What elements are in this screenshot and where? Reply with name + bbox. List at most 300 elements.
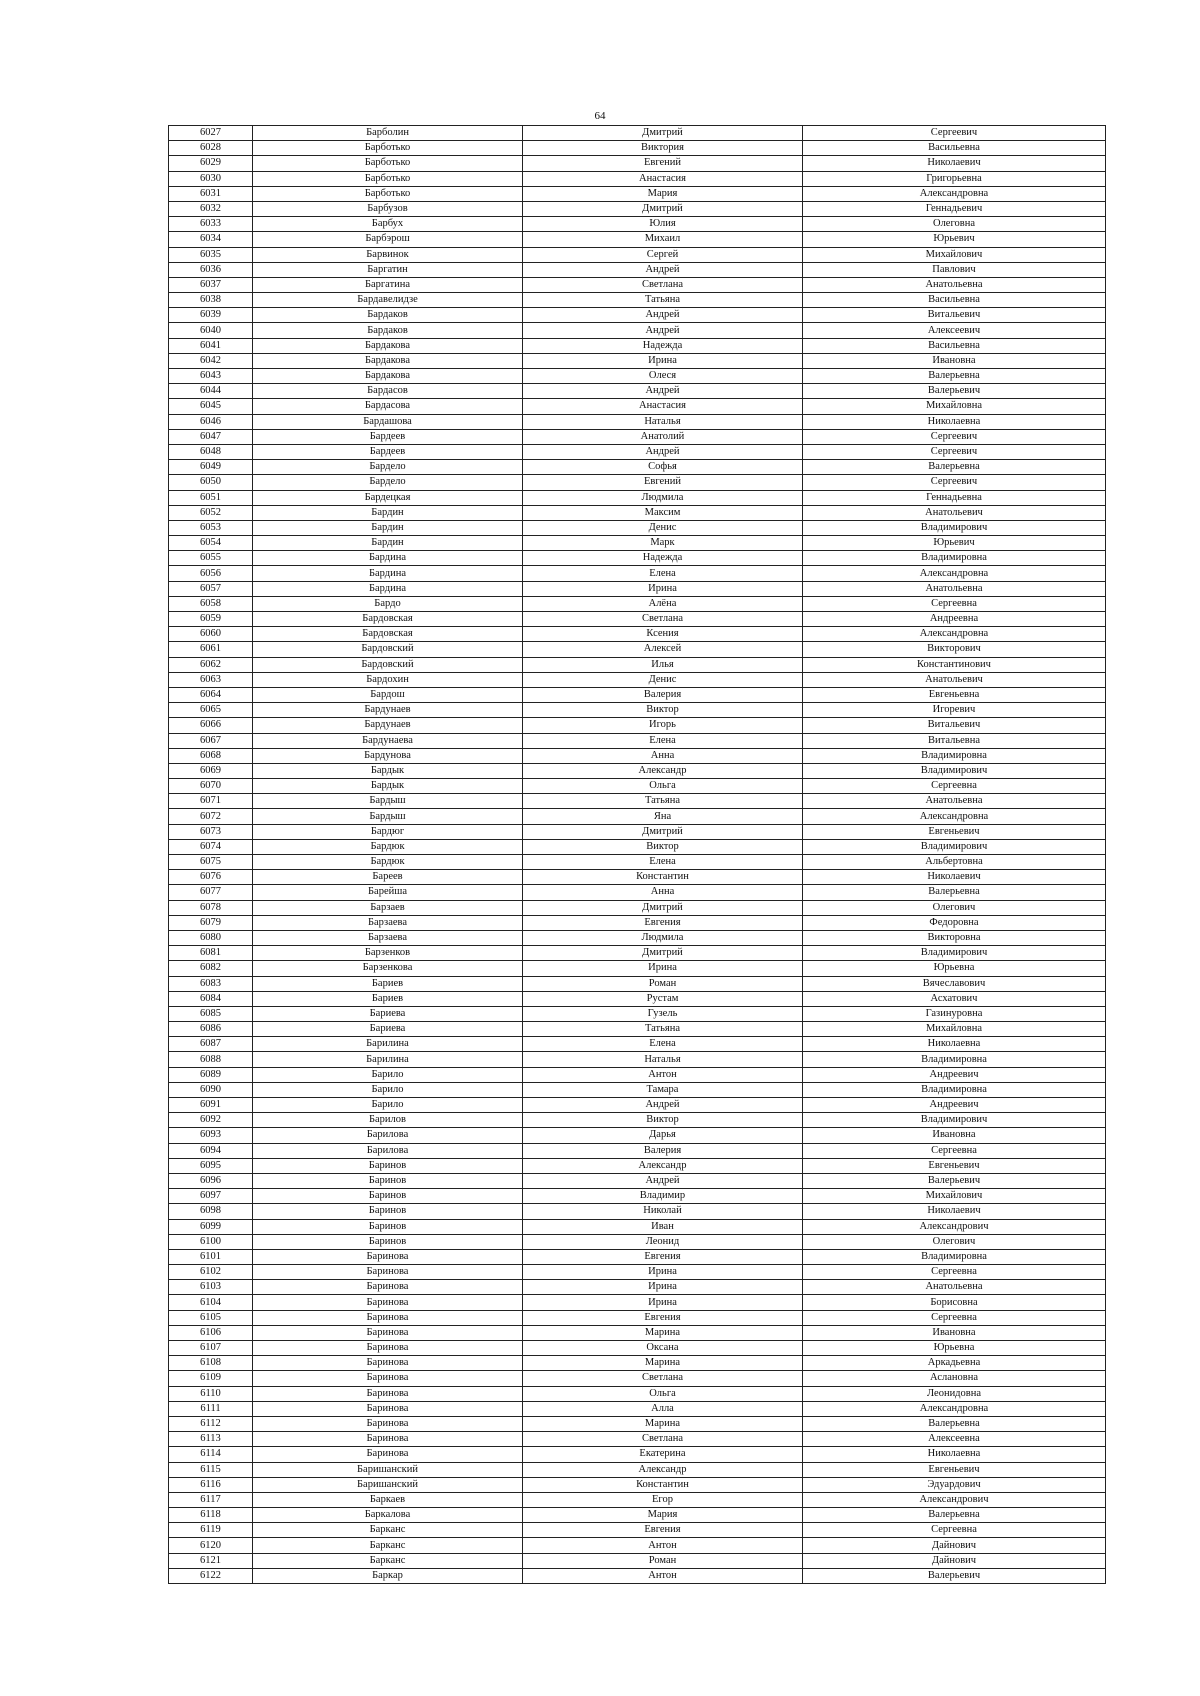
row-number-cell: 6076 <box>169 870 253 885</box>
row-number-cell: 6040 <box>169 323 253 338</box>
row-number-cell: 6066 <box>169 718 253 733</box>
patronymic-cell: Викторовна <box>803 930 1106 945</box>
row-number-cell: 6096 <box>169 1173 253 1188</box>
table-row <box>169 612 1106 627</box>
table-row <box>169 460 1106 475</box>
table-row <box>169 186 1106 201</box>
table-row <box>169 1173 1106 1188</box>
row-number-cell: 6049 <box>169 460 253 475</box>
table-row <box>169 1538 1106 1553</box>
table-row <box>169 763 1106 778</box>
first-name-cell: Надежда <box>523 551 803 566</box>
page-number: 64 <box>594 110 606 122</box>
first-name-cell: Валерия <box>523 687 803 702</box>
row-number-cell: 6045 <box>169 399 253 414</box>
row-number-cell: 6101 <box>169 1249 253 1264</box>
first-name-cell: Евгения <box>523 1523 803 1538</box>
table-row <box>169 1189 1106 1204</box>
row-number-cell: 6061 <box>169 642 253 657</box>
last-name-cell: Баришанский <box>253 1462 523 1477</box>
first-name-cell: Людмила <box>523 930 803 945</box>
last-name-cell: Баргатин <box>253 262 523 277</box>
table-row <box>169 1158 1106 1173</box>
first-name-cell: Ирина <box>523 581 803 596</box>
table-row <box>169 627 1106 642</box>
patronymic-cell: Дайнович <box>803 1553 1106 1568</box>
patronymic-cell: Валерьевна <box>803 369 1106 384</box>
last-name-cell: Баринова <box>253 1432 523 1447</box>
row-number-cell: 6109 <box>169 1371 253 1386</box>
first-name-cell: Ирина <box>523 1280 803 1295</box>
first-name-cell: Оксана <box>523 1341 803 1356</box>
patronymic-cell: Сергеевна <box>803 1310 1106 1325</box>
patronymic-cell: Аслановна <box>803 1371 1106 1386</box>
first-name-cell: Андрей <box>523 308 803 323</box>
last-name-cell: Баринова <box>253 1295 523 1310</box>
row-number-cell: 6041 <box>169 338 253 353</box>
last-name-cell: Баринова <box>253 1401 523 1416</box>
table-row <box>169 946 1106 961</box>
table-row <box>169 1492 1106 1507</box>
table-row <box>169 839 1106 854</box>
row-number-cell: 6097 <box>169 1189 253 1204</box>
row-number-cell: 6042 <box>169 353 253 368</box>
patronymic-cell: Юрьевич <box>803 232 1106 247</box>
patronymic-cell: Леонидовна <box>803 1386 1106 1401</box>
row-number-cell: 6084 <box>169 991 253 1006</box>
table-row <box>169 490 1106 505</box>
table-row <box>169 976 1106 991</box>
table-row <box>169 930 1106 945</box>
first-name-cell: Светлана <box>523 277 803 292</box>
row-number-cell: 6086 <box>169 1022 253 1037</box>
patronymic-cell: Альбертовна <box>803 855 1106 870</box>
last-name-cell: Баринова <box>253 1371 523 1386</box>
last-name-cell: Бардо <box>253 596 523 611</box>
last-name-cell: Барболин <box>253 126 523 141</box>
last-name-cell: Бардош <box>253 687 523 702</box>
row-number-cell: 6046 <box>169 414 253 429</box>
table-row <box>169 1477 1106 1492</box>
last-name-cell: Баринова <box>253 1310 523 1325</box>
table-row <box>169 657 1106 672</box>
table-row <box>169 1356 1106 1371</box>
patronymic-cell: Владимировна <box>803 551 1106 566</box>
last-name-cell: Бардюг <box>253 824 523 839</box>
table-row <box>169 232 1106 247</box>
last-name-cell: Баринов <box>253 1189 523 1204</box>
first-name-cell: Андрей <box>523 262 803 277</box>
patronymic-cell: Владимирович <box>803 1113 1106 1128</box>
row-number-cell: 6115 <box>169 1462 253 1477</box>
patronymic-cell: Владимировна <box>803 1082 1106 1097</box>
patronymic-cell: Ивановна <box>803 1128 1106 1143</box>
last-name-cell: Бардакова <box>253 353 523 368</box>
table-row <box>169 1371 1106 1386</box>
row-number-cell: 6118 <box>169 1508 253 1523</box>
table-row <box>169 1143 1106 1158</box>
patronymic-cell: Юрьевна <box>803 961 1106 976</box>
patronymic-cell: Александрович <box>803 1219 1106 1234</box>
row-number-cell: 6028 <box>169 141 253 156</box>
last-name-cell: Бардело <box>253 460 523 475</box>
last-name-cell: Барботько <box>253 171 523 186</box>
table-row <box>169 1265 1106 1280</box>
last-name-cell: Бардело <box>253 475 523 490</box>
patronymic-cell: Асхатович <box>803 991 1106 1006</box>
first-name-cell: Людмила <box>523 490 803 505</box>
last-name-cell: Бардык <box>253 779 523 794</box>
table-row <box>169 247 1106 262</box>
last-name-cell: Барилова <box>253 1143 523 1158</box>
first-name-cell: Константин <box>523 870 803 885</box>
first-name-cell: Светлана <box>523 1432 803 1447</box>
last-name-cell: Барзаева <box>253 930 523 945</box>
first-name-cell: Олеся <box>523 369 803 384</box>
table-row <box>169 642 1106 657</box>
first-name-cell: Татьяна <box>523 293 803 308</box>
table-row <box>169 1508 1106 1523</box>
row-number-cell: 6054 <box>169 536 253 551</box>
patronymic-cell: Ивановна <box>803 353 1106 368</box>
table-row <box>169 748 1106 763</box>
first-name-cell: Николай <box>523 1204 803 1219</box>
table-row <box>169 399 1106 414</box>
patronymic-cell: Анатольевна <box>803 581 1106 596</box>
last-name-cell: Баринова <box>253 1280 523 1295</box>
table-row <box>169 536 1106 551</box>
patronymic-cell: Владимирович <box>803 520 1106 535</box>
table-row <box>169 1052 1106 1067</box>
first-name-cell: Евгений <box>523 475 803 490</box>
first-name-cell: Татьяна <box>523 1022 803 1037</box>
row-number-cell: 6081 <box>169 946 253 961</box>
last-name-cell: Бардунова <box>253 748 523 763</box>
last-name-cell: Бариева <box>253 1022 523 1037</box>
row-number-cell: 6031 <box>169 186 253 201</box>
row-number-cell: 6070 <box>169 779 253 794</box>
first-name-cell: Иван <box>523 1219 803 1234</box>
last-name-cell: Бардина <box>253 581 523 596</box>
patronymic-cell: Михайловна <box>803 1022 1106 1037</box>
first-name-cell: Денис <box>523 520 803 535</box>
first-name-cell: Анатолий <box>523 429 803 444</box>
row-number-cell: 6100 <box>169 1234 253 1249</box>
table-row <box>169 1341 1106 1356</box>
last-name-cell: Бардунаева <box>253 733 523 748</box>
first-name-cell: Антон <box>523 1067 803 1082</box>
first-name-cell: Екатерина <box>523 1447 803 1462</box>
last-name-cell: Барилова <box>253 1128 523 1143</box>
first-name-cell: Гузель <box>523 1006 803 1021</box>
row-number-cell: 6112 <box>169 1416 253 1431</box>
first-name-cell: Рустам <box>523 991 803 1006</box>
first-name-cell: Дарья <box>523 1128 803 1143</box>
patronymic-cell: Борисовна <box>803 1295 1106 1310</box>
row-number-cell: 6047 <box>169 429 253 444</box>
table-row <box>169 1006 1106 1021</box>
last-name-cell: Баринова <box>253 1249 523 1264</box>
last-name-cell: Барило <box>253 1067 523 1082</box>
row-number-cell: 6060 <box>169 627 253 642</box>
table-row <box>169 1401 1106 1416</box>
first-name-cell: Дмитрий <box>523 201 803 216</box>
table-row <box>169 566 1106 581</box>
row-number-cell: 6063 <box>169 672 253 687</box>
last-name-cell: Баркар <box>253 1568 523 1583</box>
row-number-cell: 6059 <box>169 612 253 627</box>
first-name-cell: Марина <box>523 1325 803 1340</box>
patronymic-cell: Михайлович <box>803 247 1106 262</box>
first-name-cell: Дмитрий <box>523 824 803 839</box>
last-name-cell: Бардецкая <box>253 490 523 505</box>
last-name-cell: Баринов <box>253 1173 523 1188</box>
first-name-cell: Софья <box>523 460 803 475</box>
first-name-cell: Ольга <box>523 1386 803 1401</box>
first-name-cell: Денис <box>523 672 803 687</box>
first-name-cell: Константин <box>523 1477 803 1492</box>
patronymic-cell: Анатольевна <box>803 277 1106 292</box>
first-name-cell: Сергей <box>523 247 803 262</box>
row-number-cell: 6103 <box>169 1280 253 1295</box>
last-name-cell: Баркаев <box>253 1492 523 1507</box>
first-name-cell: Евгения <box>523 915 803 930</box>
patronymic-cell: Николаевич <box>803 156 1106 171</box>
first-name-cell: Максим <box>523 505 803 520</box>
row-number-cell: 6029 <box>169 156 253 171</box>
last-name-cell: Баринова <box>253 1416 523 1431</box>
patronymic-cell: Алексеевич <box>803 323 1106 338</box>
first-name-cell: Елена <box>523 855 803 870</box>
table-row <box>169 991 1106 1006</box>
last-name-cell: Бардюк <box>253 855 523 870</box>
last-name-cell: Баринов <box>253 1204 523 1219</box>
patronymic-cell: Сергеевна <box>803 596 1106 611</box>
last-name-cell: Бариева <box>253 1006 523 1021</box>
patronymic-cell: Витальевич <box>803 308 1106 323</box>
first-name-cell: Андрей <box>523 444 803 459</box>
last-name-cell: Бариев <box>253 976 523 991</box>
row-number-cell: 6102 <box>169 1265 253 1280</box>
last-name-cell: Бардык <box>253 763 523 778</box>
row-number-cell: 6074 <box>169 839 253 854</box>
first-name-cell: Владимир <box>523 1189 803 1204</box>
patronymic-cell: Александровна <box>803 627 1106 642</box>
table-row <box>169 794 1106 809</box>
table-row <box>169 733 1106 748</box>
first-name-cell: Александр <box>523 763 803 778</box>
row-number-cell: 6104 <box>169 1295 253 1310</box>
last-name-cell: Барило <box>253 1098 523 1113</box>
row-number-cell: 6093 <box>169 1128 253 1143</box>
first-name-cell: Андрей <box>523 384 803 399</box>
first-name-cell: Наталья <box>523 414 803 429</box>
row-number-cell: 6082 <box>169 961 253 976</box>
first-name-cell: Илья <box>523 657 803 672</box>
table-row <box>169 217 1106 232</box>
first-name-cell: Ксения <box>523 627 803 642</box>
table-row <box>169 703 1106 718</box>
patronymic-cell: Николаевич <box>803 1204 1106 1219</box>
last-name-cell: Бардакова <box>253 338 523 353</box>
patronymic-cell: Юрьевна <box>803 1341 1106 1356</box>
table-row <box>169 1098 1106 1113</box>
table-row <box>169 505 1106 520</box>
patronymic-cell: Александровна <box>803 1401 1106 1416</box>
row-number-cell: 6091 <box>169 1098 253 1113</box>
first-name-cell: Роман <box>523 976 803 991</box>
row-number-cell: 6064 <box>169 687 253 702</box>
last-name-cell: Барилина <box>253 1037 523 1052</box>
table-row <box>169 915 1106 930</box>
patronymic-cell: Сергеевич <box>803 475 1106 490</box>
table-row <box>169 1249 1106 1264</box>
patronymic-cell: Владимирович <box>803 839 1106 854</box>
row-number-cell: 6056 <box>169 566 253 581</box>
last-name-cell: Бардасова <box>253 399 523 414</box>
patronymic-cell: Сергеевна <box>803 1143 1106 1158</box>
last-name-cell: Бардовская <box>253 627 523 642</box>
table-row <box>169 1523 1106 1538</box>
row-number-cell: 6090 <box>169 1082 253 1097</box>
patronymic-cell: Анатольевна <box>803 794 1106 809</box>
table-row <box>169 338 1106 353</box>
first-name-cell: Анастасия <box>523 399 803 414</box>
row-number-cell: 6073 <box>169 824 253 839</box>
last-name-cell: Бариев <box>253 991 523 1006</box>
row-number-cell: 6069 <box>169 763 253 778</box>
table-row <box>169 384 1106 399</box>
patronymic-cell: Владимировна <box>803 1249 1106 1264</box>
patronymic-cell: Валерьевна <box>803 1508 1106 1523</box>
row-number-cell: 6043 <box>169 369 253 384</box>
table-row <box>169 414 1106 429</box>
table-row <box>169 1568 1106 1583</box>
roster-body <box>169 126 1106 1584</box>
table-row <box>169 1325 1106 1340</box>
patronymic-cell: Сергеевич <box>803 444 1106 459</box>
patronymic-cell: Валерьевич <box>803 1568 1106 1583</box>
row-number-cell: 6088 <box>169 1052 253 1067</box>
patronymic-cell: Николаевич <box>803 870 1106 885</box>
table-row <box>169 779 1106 794</box>
first-name-cell: Ирина <box>523 961 803 976</box>
first-name-cell: Мария <box>523 186 803 201</box>
first-name-cell: Анна <box>523 885 803 900</box>
table-row <box>169 1204 1106 1219</box>
last-name-cell: Бардеев <box>253 429 523 444</box>
last-name-cell: Баринова <box>253 1265 523 1280</box>
table-row <box>169 308 1106 323</box>
first-name-cell: Ирина <box>523 353 803 368</box>
row-number-cell: 6119 <box>169 1523 253 1538</box>
first-name-cell: Виктор <box>523 703 803 718</box>
last-name-cell: Барканс <box>253 1523 523 1538</box>
patronymic-cell: Геннадьевна <box>803 490 1106 505</box>
first-name-cell: Евгений <box>523 156 803 171</box>
last-name-cell: Бардеев <box>253 444 523 459</box>
patronymic-cell: Сергеевич <box>803 126 1106 141</box>
patronymic-cell: Андреевна <box>803 612 1106 627</box>
patronymic-cell: Викторович <box>803 642 1106 657</box>
table-row <box>169 1234 1106 1249</box>
row-number-cell: 6085 <box>169 1006 253 1021</box>
patronymic-cell: Владимировна <box>803 1052 1106 1067</box>
patronymic-cell: Валерьевна <box>803 460 1106 475</box>
last-name-cell: Бареев <box>253 870 523 885</box>
row-number-cell: 6116 <box>169 1477 253 1492</box>
table-row <box>169 277 1106 292</box>
last-name-cell: Барбузов <box>253 201 523 216</box>
table-row <box>169 1219 1106 1234</box>
first-name-cell: Светлана <box>523 1371 803 1386</box>
first-name-cell: Дмитрий <box>523 900 803 915</box>
row-number-cell: 6083 <box>169 976 253 991</box>
last-name-cell: Барзенкова <box>253 961 523 976</box>
last-name-cell: Баринова <box>253 1356 523 1371</box>
table-row <box>169 1462 1106 1477</box>
last-name-cell: Бардин <box>253 505 523 520</box>
patronymic-cell: Олеговна <box>803 217 1106 232</box>
first-name-cell: Роман <box>523 1553 803 1568</box>
last-name-cell: Баркалова <box>253 1508 523 1523</box>
patronymic-cell: Олегович <box>803 1234 1106 1249</box>
patronymic-cell: Анатольевна <box>803 1280 1106 1295</box>
table-row <box>169 961 1106 976</box>
patronymic-cell: Анатольевич <box>803 672 1106 687</box>
patronymic-cell: Анатольевич <box>803 505 1106 520</box>
first-name-cell: Светлана <box>523 612 803 627</box>
last-name-cell: Бардунаев <box>253 718 523 733</box>
row-number-cell: 6068 <box>169 748 253 763</box>
patronymic-cell: Владимирович <box>803 763 1106 778</box>
row-number-cell: 6057 <box>169 581 253 596</box>
patronymic-cell: Николаевна <box>803 1447 1106 1462</box>
row-number-cell: 6079 <box>169 915 253 930</box>
table-row <box>169 1082 1106 1097</box>
patronymic-cell: Газинуровна <box>803 1006 1106 1021</box>
last-name-cell: Барботько <box>253 141 523 156</box>
last-name-cell: Барканс <box>253 1538 523 1553</box>
first-name-cell: Александр <box>523 1158 803 1173</box>
last-name-cell: Баринов <box>253 1234 523 1249</box>
last-name-cell: Бардыш <box>253 794 523 809</box>
table-row <box>169 1295 1106 1310</box>
table-row <box>169 201 1106 216</box>
last-name-cell: Баринова <box>253 1386 523 1401</box>
last-name-cell: Баринова <box>253 1341 523 1356</box>
row-number-cell: 6110 <box>169 1386 253 1401</box>
table-row <box>169 1553 1106 1568</box>
row-number-cell: 6032 <box>169 201 253 216</box>
row-number-cell: 6034 <box>169 232 253 247</box>
row-number-cell: 6077 <box>169 885 253 900</box>
table-row <box>169 262 1106 277</box>
row-number-cell: 6053 <box>169 520 253 535</box>
table-row <box>169 429 1106 444</box>
last-name-cell: Барейша <box>253 885 523 900</box>
first-name-cell: Тамара <box>523 1082 803 1097</box>
first-name-cell: Валерия <box>523 1143 803 1158</box>
table-row <box>169 1447 1106 1462</box>
row-number-cell: 6107 <box>169 1341 253 1356</box>
row-number-cell: 6113 <box>169 1432 253 1447</box>
last-name-cell: Барзенков <box>253 946 523 961</box>
table-row <box>169 551 1106 566</box>
last-name-cell: Бардаков <box>253 308 523 323</box>
row-number-cell: 6080 <box>169 930 253 945</box>
table-row <box>169 475 1106 490</box>
